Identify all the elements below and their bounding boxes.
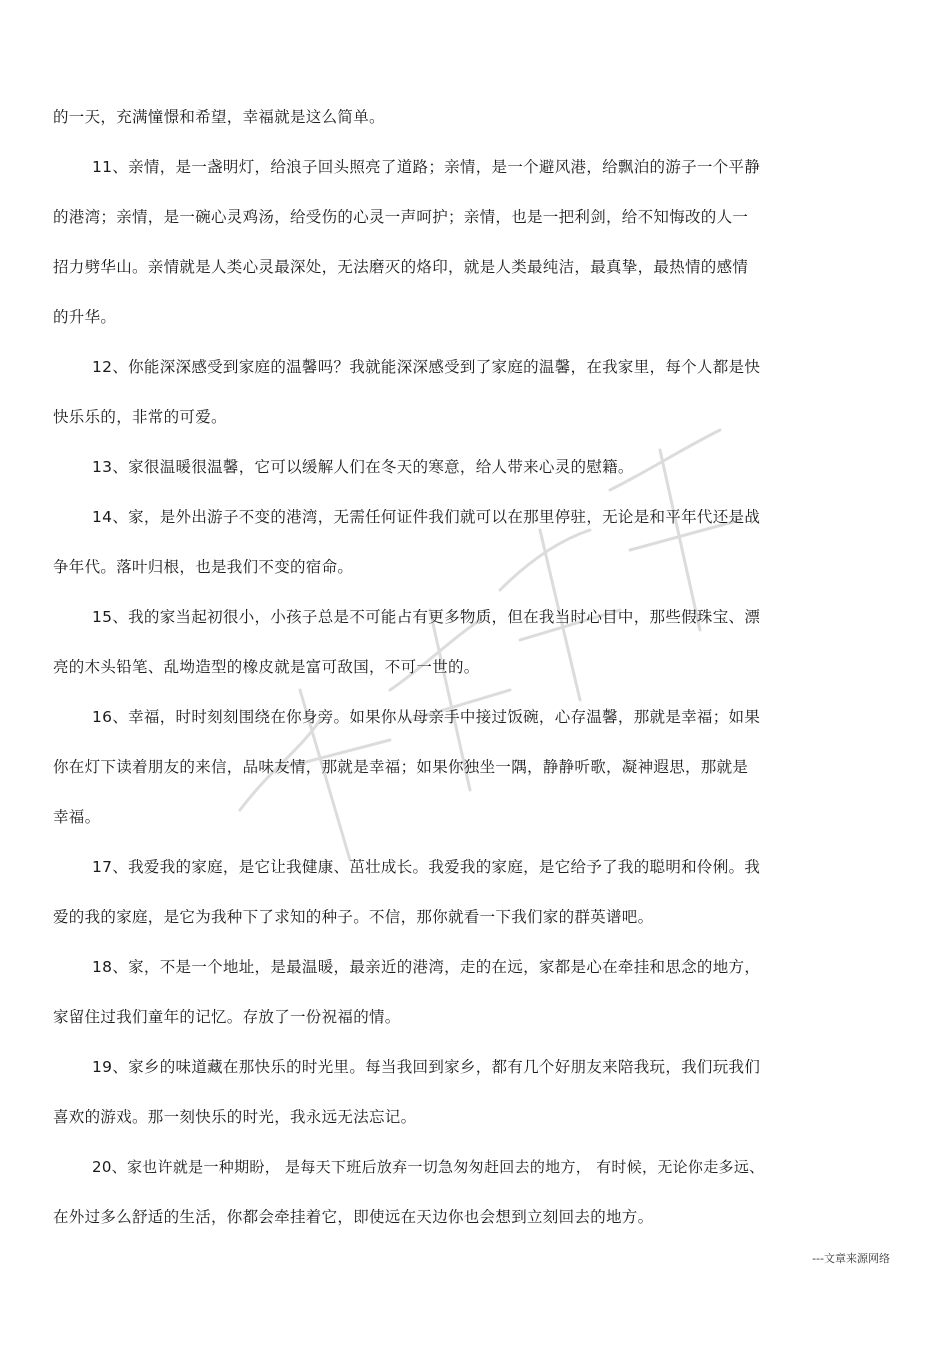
text-line: 家留住过我们童年的记忆。存放了一份祝福的情。 — [53, 1008, 401, 1026]
text-line: 11、亲情，是一盏明灯，给浪子回头照亮了道路；亲情，是一个避风港，给飘泊的游子一个平静 — [92, 158, 761, 176]
text-line: 18、家，不是一个地址，是最温暖，最亲近的港湾，走的在远，家都是心在牵挂和思念的地方， — [92, 958, 761, 976]
text-line: 20、家也许就是一种期盼， 是每天下班后放弃一切急匆匆赶回去的地方， 有时候，无论你走多远、 — [92, 1158, 765, 1176]
text-line: 快乐乐的，非常的可爱。 — [53, 408, 227, 426]
text-line: 幸福。 — [53, 808, 101, 826]
text-line: 喜欢的游戏。那一刻快乐的时光，我永远无法忘记。 — [53, 1108, 417, 1126]
text-line: 13、家很温暖很温馨，它可以缓解人们在冬天的寒意，给人带来心灵的慰籍。 — [92, 458, 634, 476]
text-line: 亮的木头铅笔、乱坳造型的橡皮就是富可敌国，不可一世的。 — [53, 658, 480, 676]
source-footer: ---文章来源网络 — [812, 1252, 890, 1265]
text-line: 的升华。 — [53, 308, 117, 326]
text-line: 爱的我的家庭，是它为我种下了求知的种子。不信，那你就看一下我们家的群英谱吧。 — [53, 908, 654, 926]
text-line: 争年代。落叶归根，也是我们不变的宿命。 — [53, 558, 354, 576]
text-line: 12、你能深深感受到家庭的温馨吗？我就能深深感受到了家庭的温馨，在我家里，每个人都是快 — [92, 358, 761, 376]
text-line: 15、我的家当起初很小，小孩子总是不可能占有更多物质，但在我当时心目中，那些假珠宝、漂 — [92, 608, 761, 626]
text-line: 17、我爱我的家庭，是它让我健康、茁壮成长。我爱我的家庭，是它给予了我的聪明和伶俐。我 — [92, 858, 761, 876]
text-line: 招力劈华山。亲情就是人类心灵最深处，无法磨灭的烙印，就是人类最纯洁，最真挚，最热情的感情 — [53, 258, 749, 276]
text-line: 19、家乡的味道藏在那快乐的时光里。每当我回到家乡，都有几个好朋友来陪我玩，我们玩我们 — [92, 1058, 761, 1076]
text-line: 的一天，充满憧憬和希望，幸福就是这么简单。 — [53, 108, 385, 126]
text-line: 你在灯下读着朋友的来信，品味友情，那就是幸福；如果你独坐一隅，静静听歌，凝神遐思，那就是 — [53, 758, 749, 776]
text-line: 在外过多么舒适的生活，你都会牵挂着它，即使远在天边你也会想到立刻回去的地方。 — [53, 1208, 654, 1226]
text-line: 16、幸福，时时刻刻围绕在你身旁。如果你从母亲手中接过饭碗，心存温馨，那就是幸福；如果 — [92, 708, 761, 726]
text-line: 14、家，是外出游子不变的港湾，无需任何证件我们就可以在那里停驻，无论是和平年代还是战 — [92, 508, 761, 526]
text-line: 的港湾；亲情，是一碗心灵鸡汤，给受伤的心灵一声呵护；亲情，也是一把利剑，给不知悔改的人一 — [53, 208, 749, 226]
